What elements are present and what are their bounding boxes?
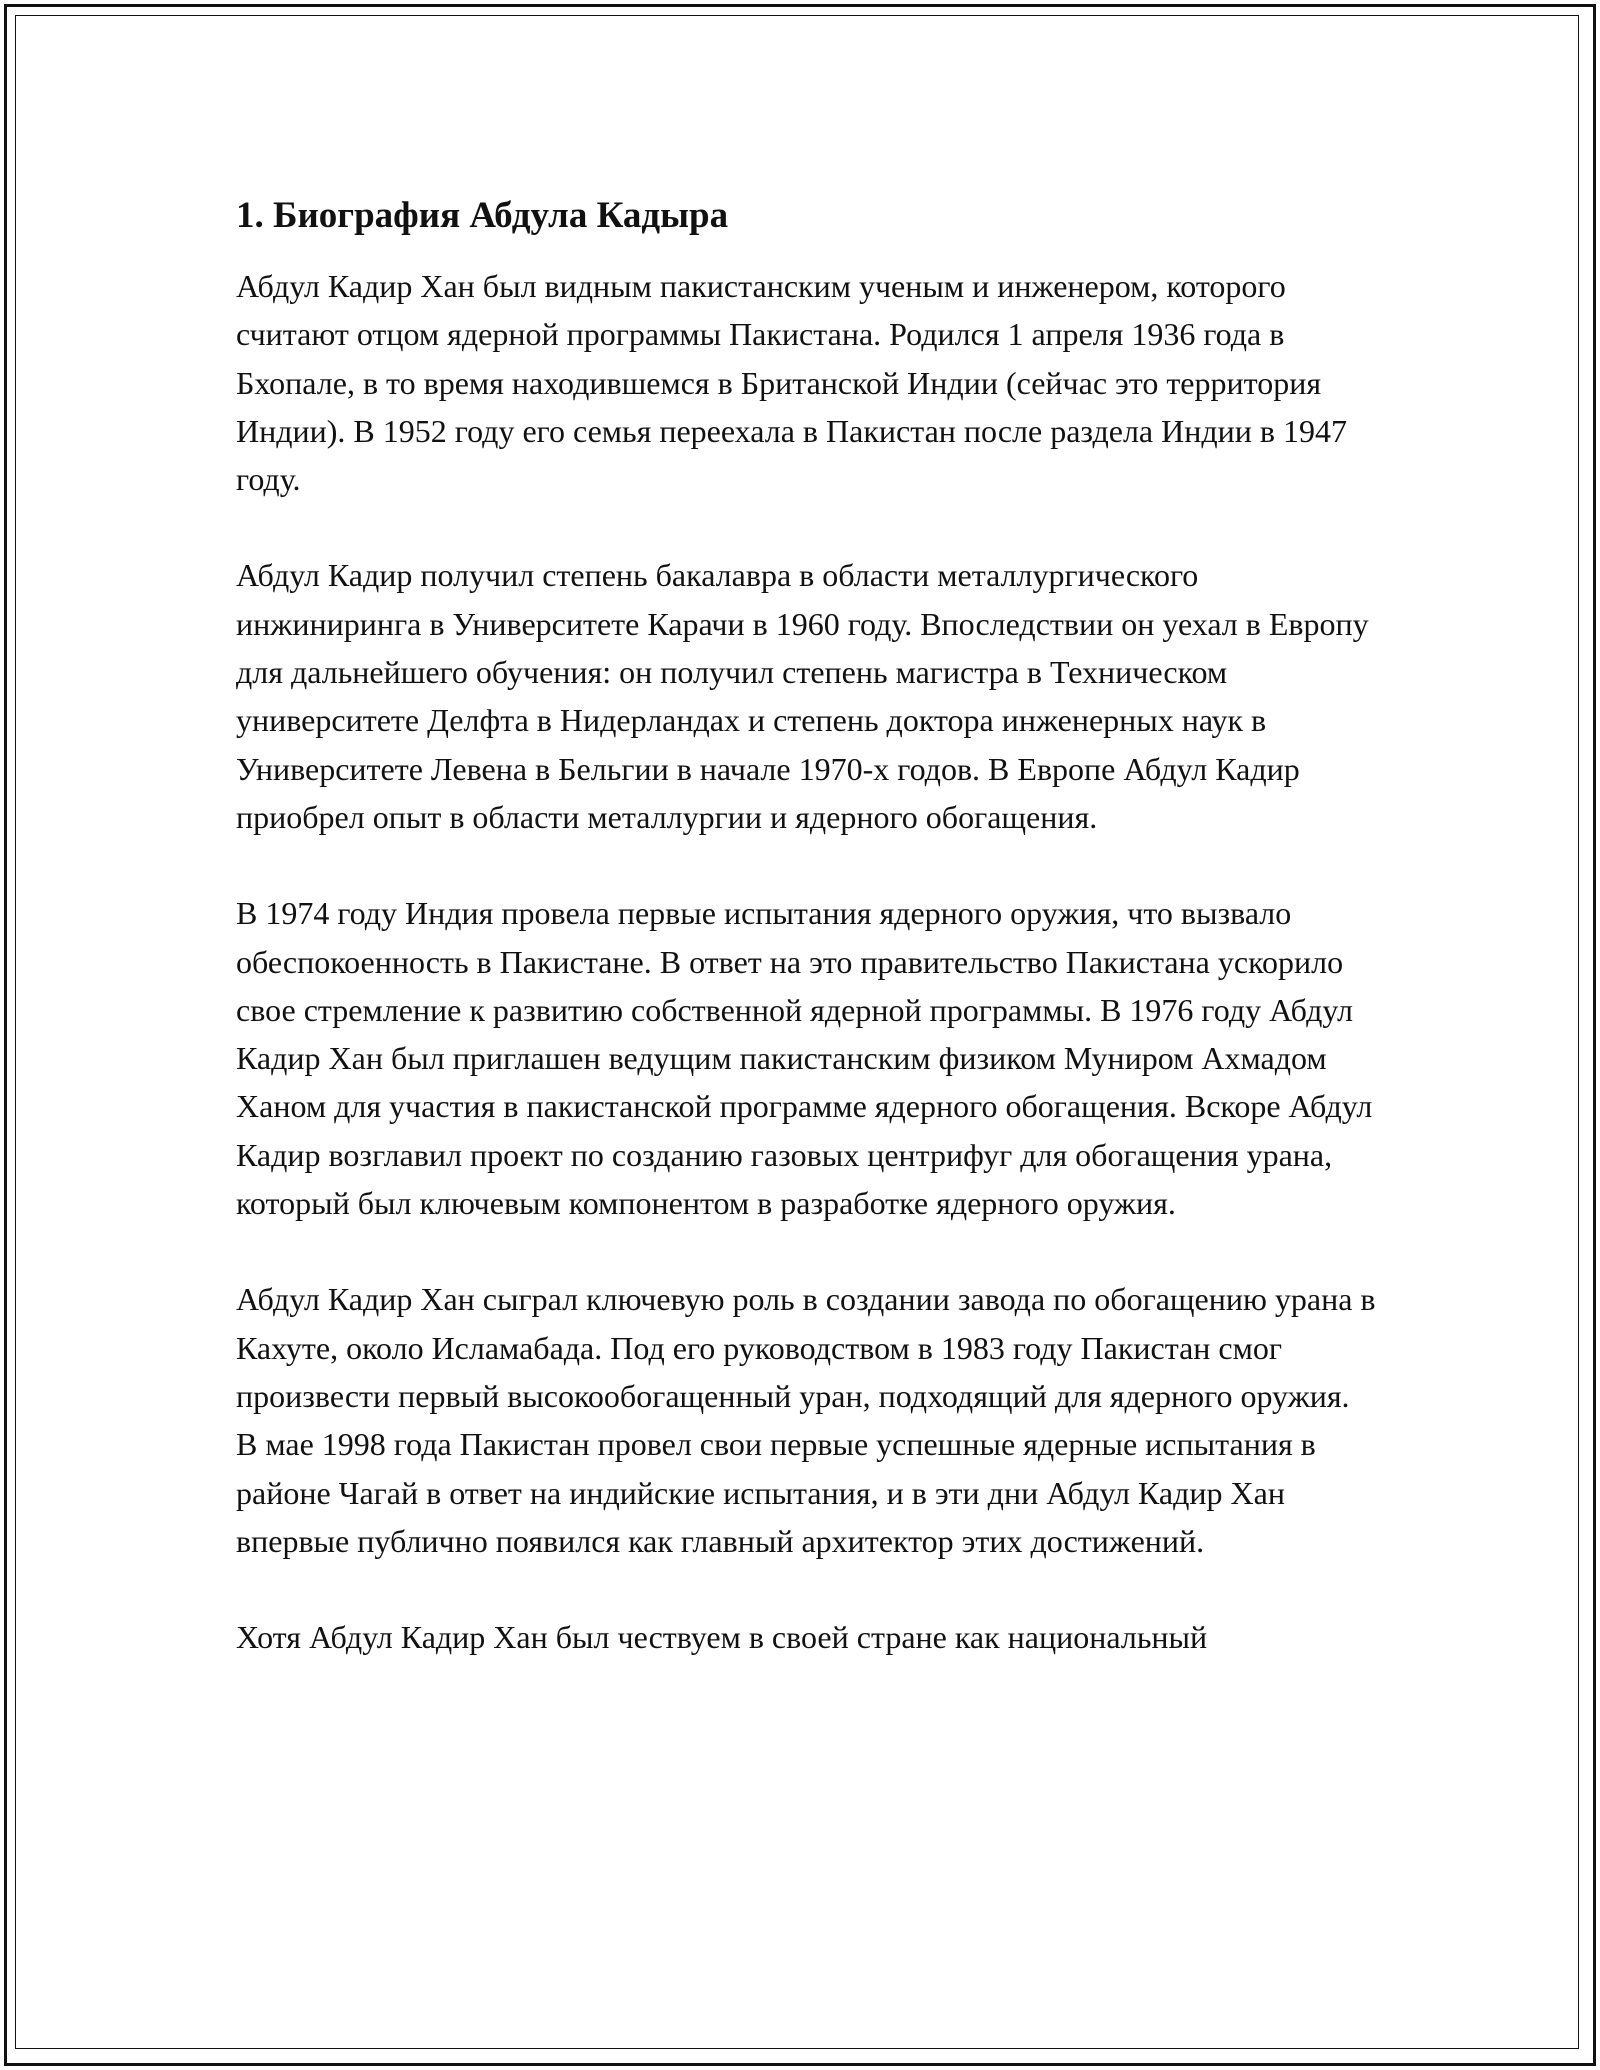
document-body	[236, 188, 1376, 1709]
paragraph-nuclear-program: В 1974 году Индия провела первые испытания ядерного оружия, что вызвало обеспокоенность в Пакистане. В ответ на это правительство Пакистана ускорило свое стремление к развитию собственной ядерной программы. В 1976 году Абдул Кадир Хан был приглашен ведущим пакистанским физиком Муниром Ахмадом Ханом для участия в пакистанской программе ядерного обогащения. Вскоре Абдул Кадир возглавил проект по созданию газовых центрифуг для обогащения урана, который был ключевым компонентом в разработке ядерного оружия.	[236, 895, 1373, 1222]
paragraph-education: Абдул Кадир получил степень бакалавра в области металлургического инжиниринга в Университете Карачи в 1960 году. Впоследствии он уехал в Европу для дальнейшего обучения: он получил степень магистра в Техническом университете Делфта в Нидерландах и степень доктора инженерных наук в Университете Левена в Бельгии в начале 1970-х годов. В Европе Абдул Кадир приобрел опыт в области металлургии и ядерного обогащения.	[236, 557, 1369, 835]
paragraph-kahuta-plant: Абдул Кадир Хан сыграл ключевую роль в создании завода по обогащению урана в Кахуте, около Исламабада. Под его руководством в 1983 году Пакистан смог произвести первый высокообогащенный уран, подходящий для ядерного оружия. В мае 1998 года Пакистан провел свои первые успешные ядерные испытания в районе Чагай в ответ на индийские испытания, и в эти дни Абдул Кадир Хан впервые публично появился как главный архитектор этих достижений.	[236, 1281, 1376, 1559]
section-heading: 1. Биография Абдула Кадыра	[236, 195, 729, 236]
paragraph-recognition: Хотя Абдул Кадир Хан был чествуем в своей стране как национальный	[236, 1619, 1208, 1656]
paragraph-early-life: Абдул Кадир Хан был видным пакистанским ученым и инженером, которого считают отцом ядерной программы Пакистана. Родился 1 апреля 1936 года в Бхопале, в то время находившемся в Британской Индии (сейчас это территория Индии). В 1952 году его семья переехала в Пакистан после раздела Индии в 1947 году.	[236, 268, 1347, 498]
